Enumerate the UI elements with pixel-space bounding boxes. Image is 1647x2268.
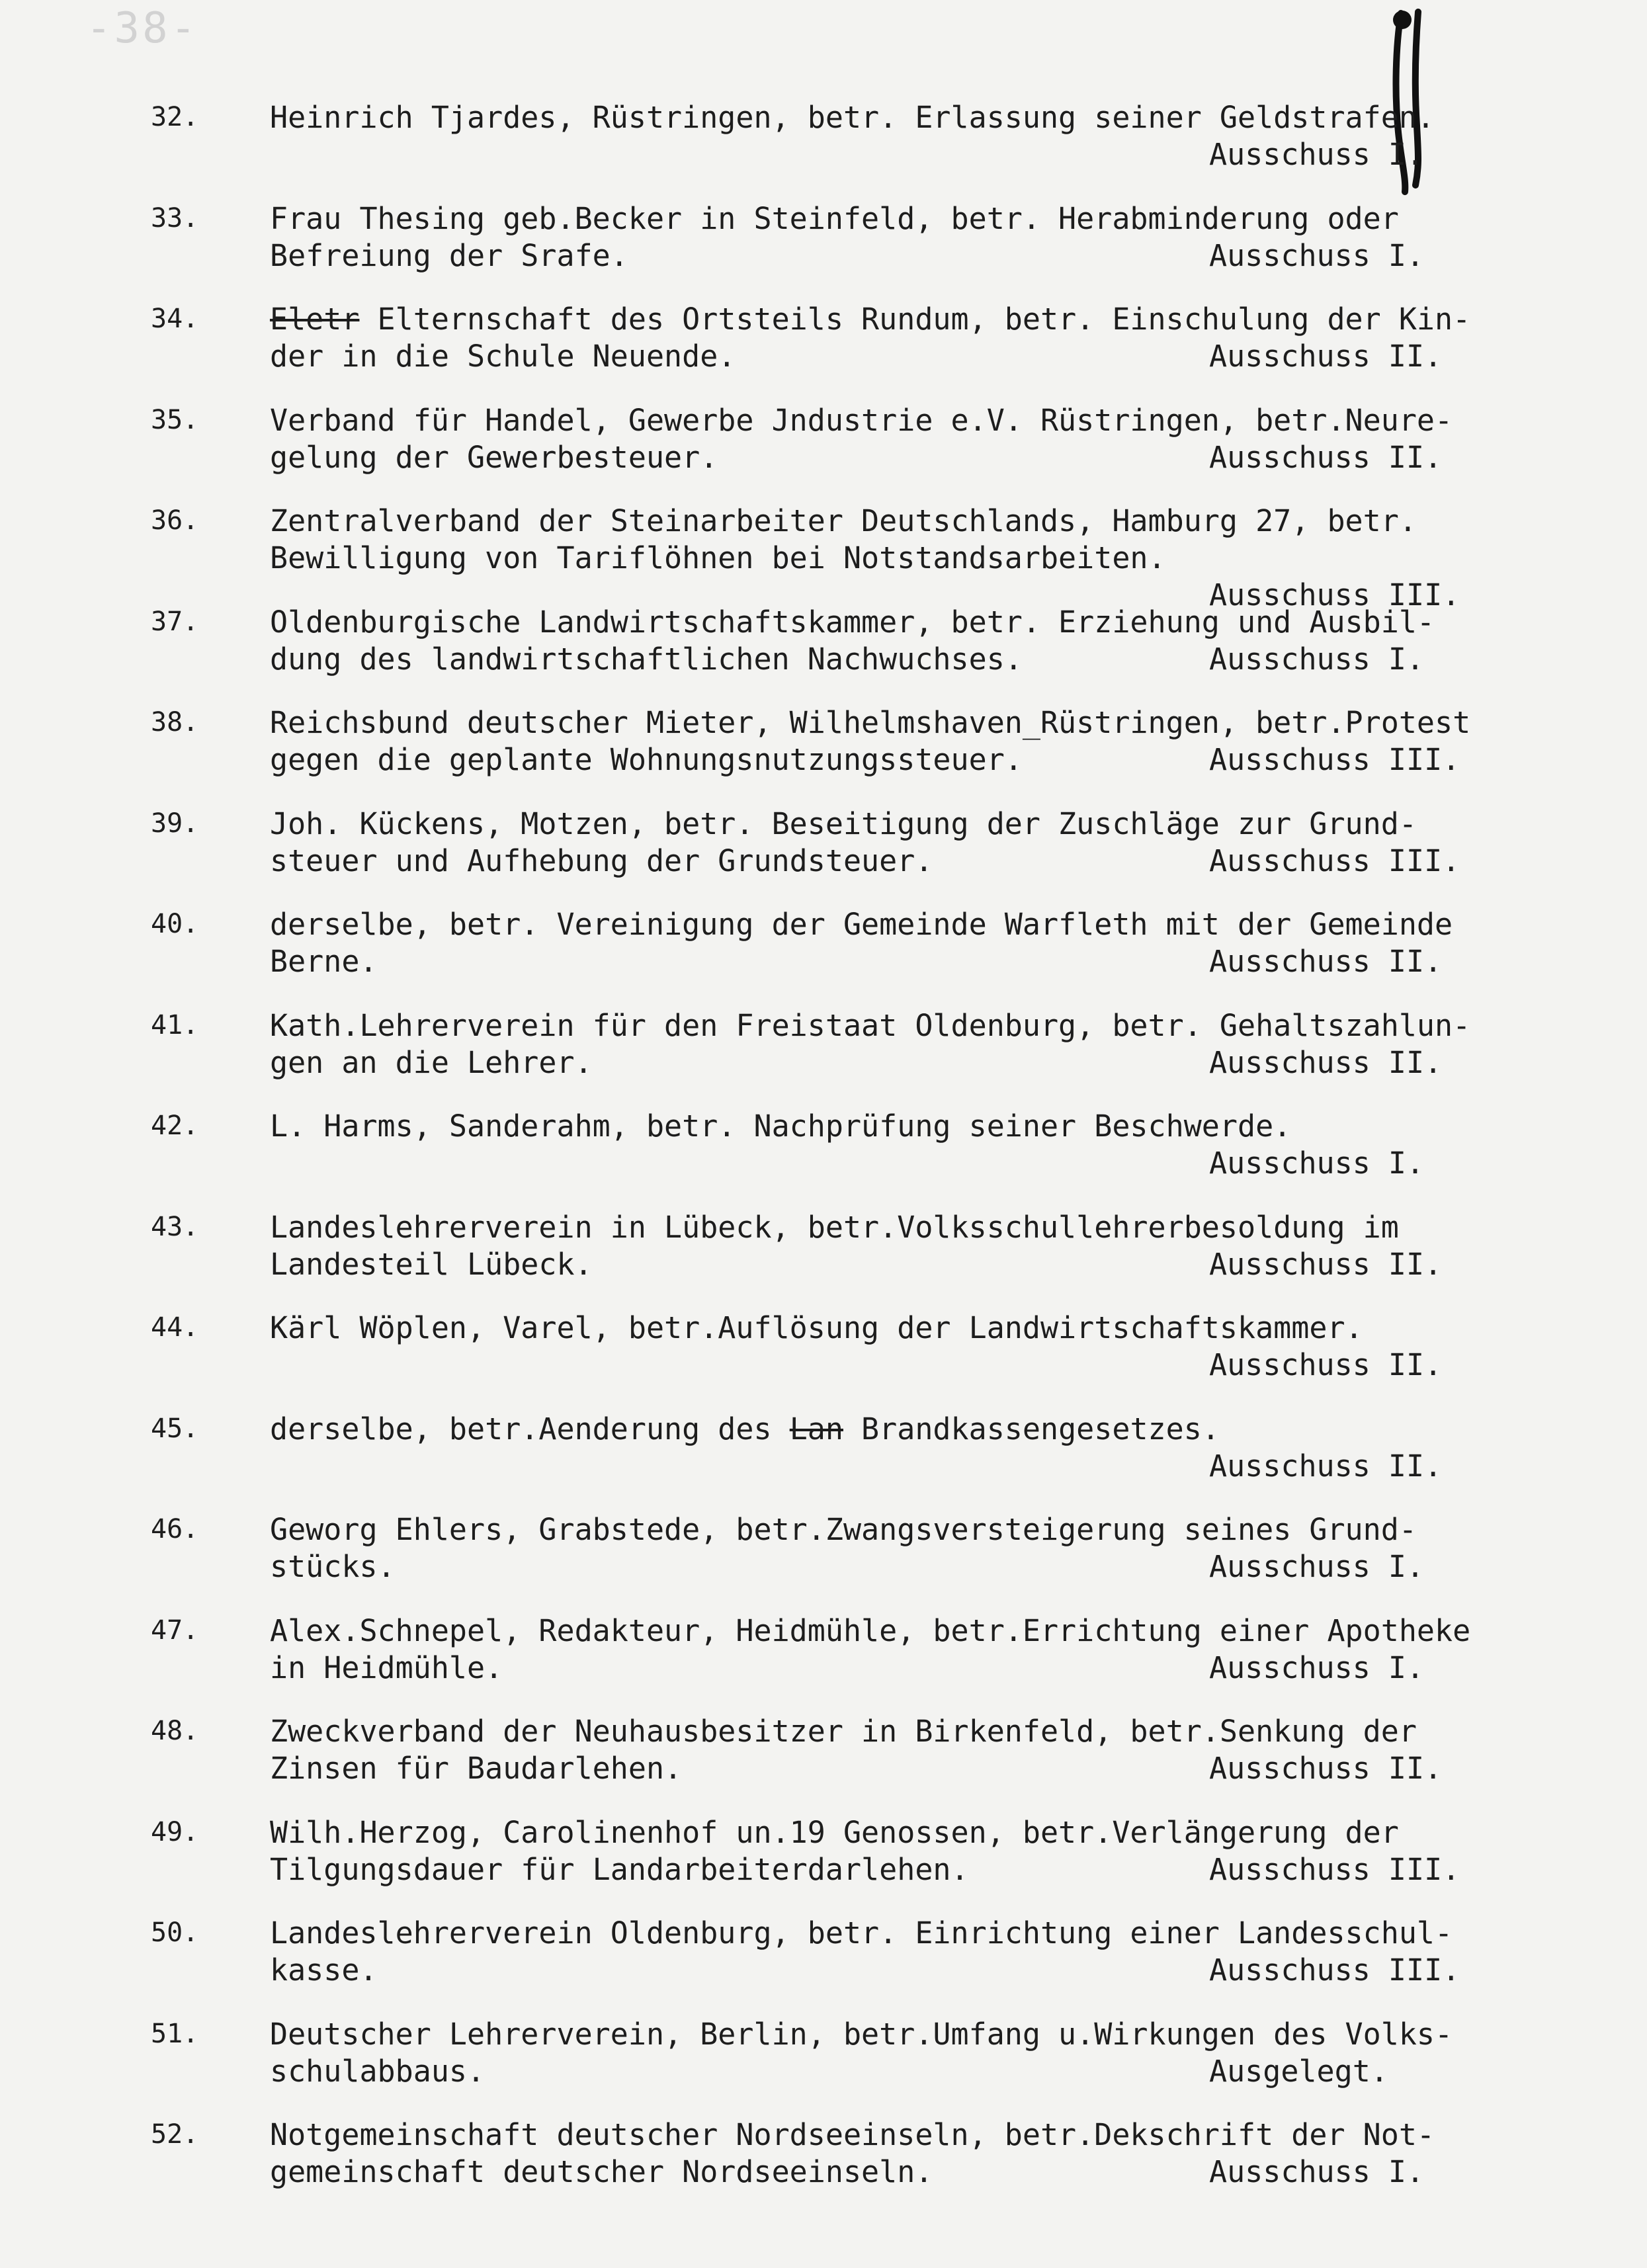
entry-text-line1: Notgemeinschaft deutscher Nordseeinseln, betr.Dekschrift der Not- xyxy=(270,2117,1435,2152)
page-number: -38- xyxy=(86,4,199,53)
entry-text-line1: Frau Thesing geb.Becker in Steinfeld, betr. Herabminderung oder xyxy=(270,200,1399,236)
entry-text-line1: Wilh.Herzog, Carolinenhof un.19 Genossen, betr.Verlängerung der xyxy=(270,1814,1399,1850)
entry-number: 51. xyxy=(151,2018,199,2049)
entry-text-line2: Berne. xyxy=(270,944,378,979)
committee-reference: Ausschuss I. xyxy=(1209,1650,1425,1685)
entry-text: Elternschaft des Ortsteils Rundum, betr. Einschulung der Kin- xyxy=(359,302,1471,337)
entry-number: 33. xyxy=(151,202,199,233)
entry-number: 38. xyxy=(151,707,199,737)
entry-text-line1: Reichsbund deutscher Mieter, Wilhelmshaven_Rüstringen, betr.Protest xyxy=(270,705,1471,740)
entry-number: 39. xyxy=(151,808,199,839)
entry-text-line1: Landeslehrerverein in Lübeck, betr.Volksschullehrerbesoldung im xyxy=(270,1209,1399,1245)
committee-reference: Ausschuss I. xyxy=(1209,137,1425,172)
list-item xyxy=(0,1613,1647,1714)
list-item xyxy=(0,1108,1647,1209)
entry-number: 52. xyxy=(151,2119,199,2150)
entry-text-line1 xyxy=(270,1411,1220,1448)
committee-reference: Ausschuss I. xyxy=(1209,1146,1425,1181)
list-item xyxy=(0,503,1647,612)
list-item xyxy=(0,806,1647,907)
committee-reference: Ausschuss II. xyxy=(1209,1751,1443,1786)
list-item xyxy=(0,1411,1647,1512)
entry-text-line1: L. Harms, Sanderahm, betr. Nachprüfung seiner Beschwerde. xyxy=(270,1109,1292,1144)
entry-text-line2: Befreiung der Srafe. xyxy=(270,237,628,273)
petition-list xyxy=(0,99,1647,2218)
list-item xyxy=(0,1814,1647,1915)
entry-text-line1: Zentralverband der Steinarbeiter Deutschlands, Hamburg 27, betr. xyxy=(270,503,1417,538)
committee-reference: Ausschuss I. xyxy=(1209,1549,1425,1584)
list-item xyxy=(0,704,1647,806)
list-item xyxy=(0,906,1647,1007)
committee-reference: Ausschuss I. xyxy=(1209,2154,1425,2189)
entry-text-line1: Verband für Handel, Gewerbe Jndustrie e.V. Rüstringen, betr.Neure- xyxy=(270,402,1453,438)
committee-reference: Ausschuss III. xyxy=(1209,577,1460,612)
entry-text-line1 xyxy=(270,301,1470,338)
committee-reference: Ausschuss II. xyxy=(1209,944,1443,979)
committee-reference: Ausschuss II. xyxy=(1209,439,1443,475)
entry-text-line2: gen an die Lehrer. xyxy=(270,1044,593,1080)
list-item xyxy=(0,1310,1647,1411)
entry-text: derselbe, betr.Aenderung des xyxy=(270,1411,790,1447)
entry-text-line2: gegen die geplante Wohnungsnutzungssteuer. xyxy=(270,742,1023,777)
committee-reference: Ausschuss II. xyxy=(1209,1347,1443,1382)
entry-text-line2: steuer und Aufhebung der Grundsteuer. xyxy=(270,843,933,878)
list-item xyxy=(0,2016,1647,2117)
list-item xyxy=(0,99,1647,200)
committee-reference: Ausschuss I. xyxy=(1209,237,1425,273)
committee-reference: Ausschuss II. xyxy=(1209,1448,1443,1484)
list-item xyxy=(0,301,1647,402)
committee-reference: Ausschuss I. xyxy=(1209,641,1425,677)
committee-reference: Ausschuss III. xyxy=(1209,1851,1460,1887)
committee-reference: Ausschuss III. xyxy=(1209,1953,1460,1988)
list-item xyxy=(0,1915,1647,2016)
entry-number: 41. xyxy=(151,1009,199,1040)
entry-number: 47. xyxy=(151,1615,199,1646)
entry-text-line2: Zinsen für Baudarlehen. xyxy=(270,1751,683,1786)
entry-text-line1: Deutscher Lehrerverein, Berlin, betr.Umfang u.Wirkungen des Volks- xyxy=(270,2016,1453,2052)
entry-text-line2: gelung der Gewerbesteuer. xyxy=(270,439,718,475)
committee-reference: Ausgelegt. xyxy=(1209,2053,1388,2089)
entry-text-line1: Alex.Schnepel, Redakteur, Heidmühle, betr.Errichtung einer Apotheke xyxy=(270,1613,1471,1648)
entry-number: 36. xyxy=(151,505,199,536)
struck-text: Eletr xyxy=(270,302,360,337)
entry-text-line2: schulabbaus. xyxy=(270,2053,486,2089)
entry-text-line2: stücks. xyxy=(270,1549,396,1584)
committee-reference: Ausschuss III. xyxy=(1209,843,1460,878)
entry-text-line1: Kärl Wöplen, Varel, betr.Auflösung der Landwirtschaftskammer. xyxy=(270,1310,1363,1345)
list-item xyxy=(0,2117,1647,2218)
committee-reference: Ausschuss II. xyxy=(1209,339,1443,374)
entry-text-line2: Landesteil Lübeck. xyxy=(270,1246,593,1282)
list-item xyxy=(0,1713,1647,1814)
entry-text-line2: Bewilligung von Tariflöhnen bei Notstandsarbeiten. xyxy=(270,540,1166,575)
list-item xyxy=(0,402,1647,503)
entry-text-line1: Zweckverband der Neuhausbesitzer in Birkenfeld, betr.Senkung der xyxy=(270,1714,1417,1749)
entry-text-line1: Oldenburgische Landwirtschaftskammer, betr. Erziehung und Ausbil- xyxy=(270,604,1435,640)
entry-number: 42. xyxy=(151,1111,199,1141)
entry-number: 34. xyxy=(151,304,199,334)
entry-text-line2: kasse. xyxy=(270,1953,378,1988)
entry-text-line1: Heinrich Tjardes, Rüstringen, betr. Erlassung seiner Geldstrafen. xyxy=(270,100,1435,135)
entry-text: Brandkassengesetzes. xyxy=(843,1411,1220,1447)
entry-number: 44. xyxy=(151,1312,199,1343)
entry-text-line1: derselbe, betr. Vereinigung der Gemeinde Warfleth mit der Gemeinde xyxy=(270,907,1453,942)
entry-text-line1: Geworg Ehlers, Grabstede, betr.Zwangsversteigerung seines Grund- xyxy=(270,1512,1417,1547)
entry-text-line1: Joh. Kückens, Motzen, betr. Beseitigung der Zuschläge zur Grund- xyxy=(270,806,1417,841)
entry-number: 40. xyxy=(151,909,199,939)
entry-text-line2: der in die Schule Neuende. xyxy=(270,339,736,374)
struck-text: Lan xyxy=(789,1411,843,1447)
entry-number: 48. xyxy=(151,1716,199,1746)
entry-number: 45. xyxy=(151,1413,199,1444)
list-item xyxy=(0,1511,1647,1613)
entry-text-line1: Kath.Lehrerverein für den Freistaat Oldenburg, betr. Gehaltszahlun- xyxy=(270,1007,1471,1043)
entry-text-line2: Tilgungsdauer für Landarbeiterdarlehen. xyxy=(270,1851,969,1887)
list-item xyxy=(0,1007,1647,1109)
committee-reference: Ausschuss II. xyxy=(1209,1246,1443,1282)
list-item xyxy=(0,604,1647,705)
entry-text-line2: gemeinschaft deutscher Nordseeinseln. xyxy=(270,2154,933,2189)
entry-number: 46. xyxy=(151,1514,199,1544)
list-item xyxy=(0,1209,1647,1310)
entry-text-line1: Landeslehrerverein Oldenburg, betr. Einrichtung einer Landesschul- xyxy=(270,1915,1453,1951)
entry-number: 32. xyxy=(151,102,199,132)
entry-text-line2: in Heidmühle. xyxy=(270,1650,503,1685)
entry-number: 43. xyxy=(151,1211,199,1242)
committee-reference: Ausschuss II. xyxy=(1209,1044,1443,1080)
entry-number: 37. xyxy=(151,606,199,637)
entry-text-line2: dung des landwirtschaftlichen Nachwuchses. xyxy=(270,641,1023,677)
entry-number: 50. xyxy=(151,1917,199,1948)
entry-number: 49. xyxy=(151,1816,199,1847)
committee-reference: Ausschuss III. xyxy=(1209,742,1460,777)
entry-number: 35. xyxy=(151,404,199,435)
list-item xyxy=(0,200,1647,302)
